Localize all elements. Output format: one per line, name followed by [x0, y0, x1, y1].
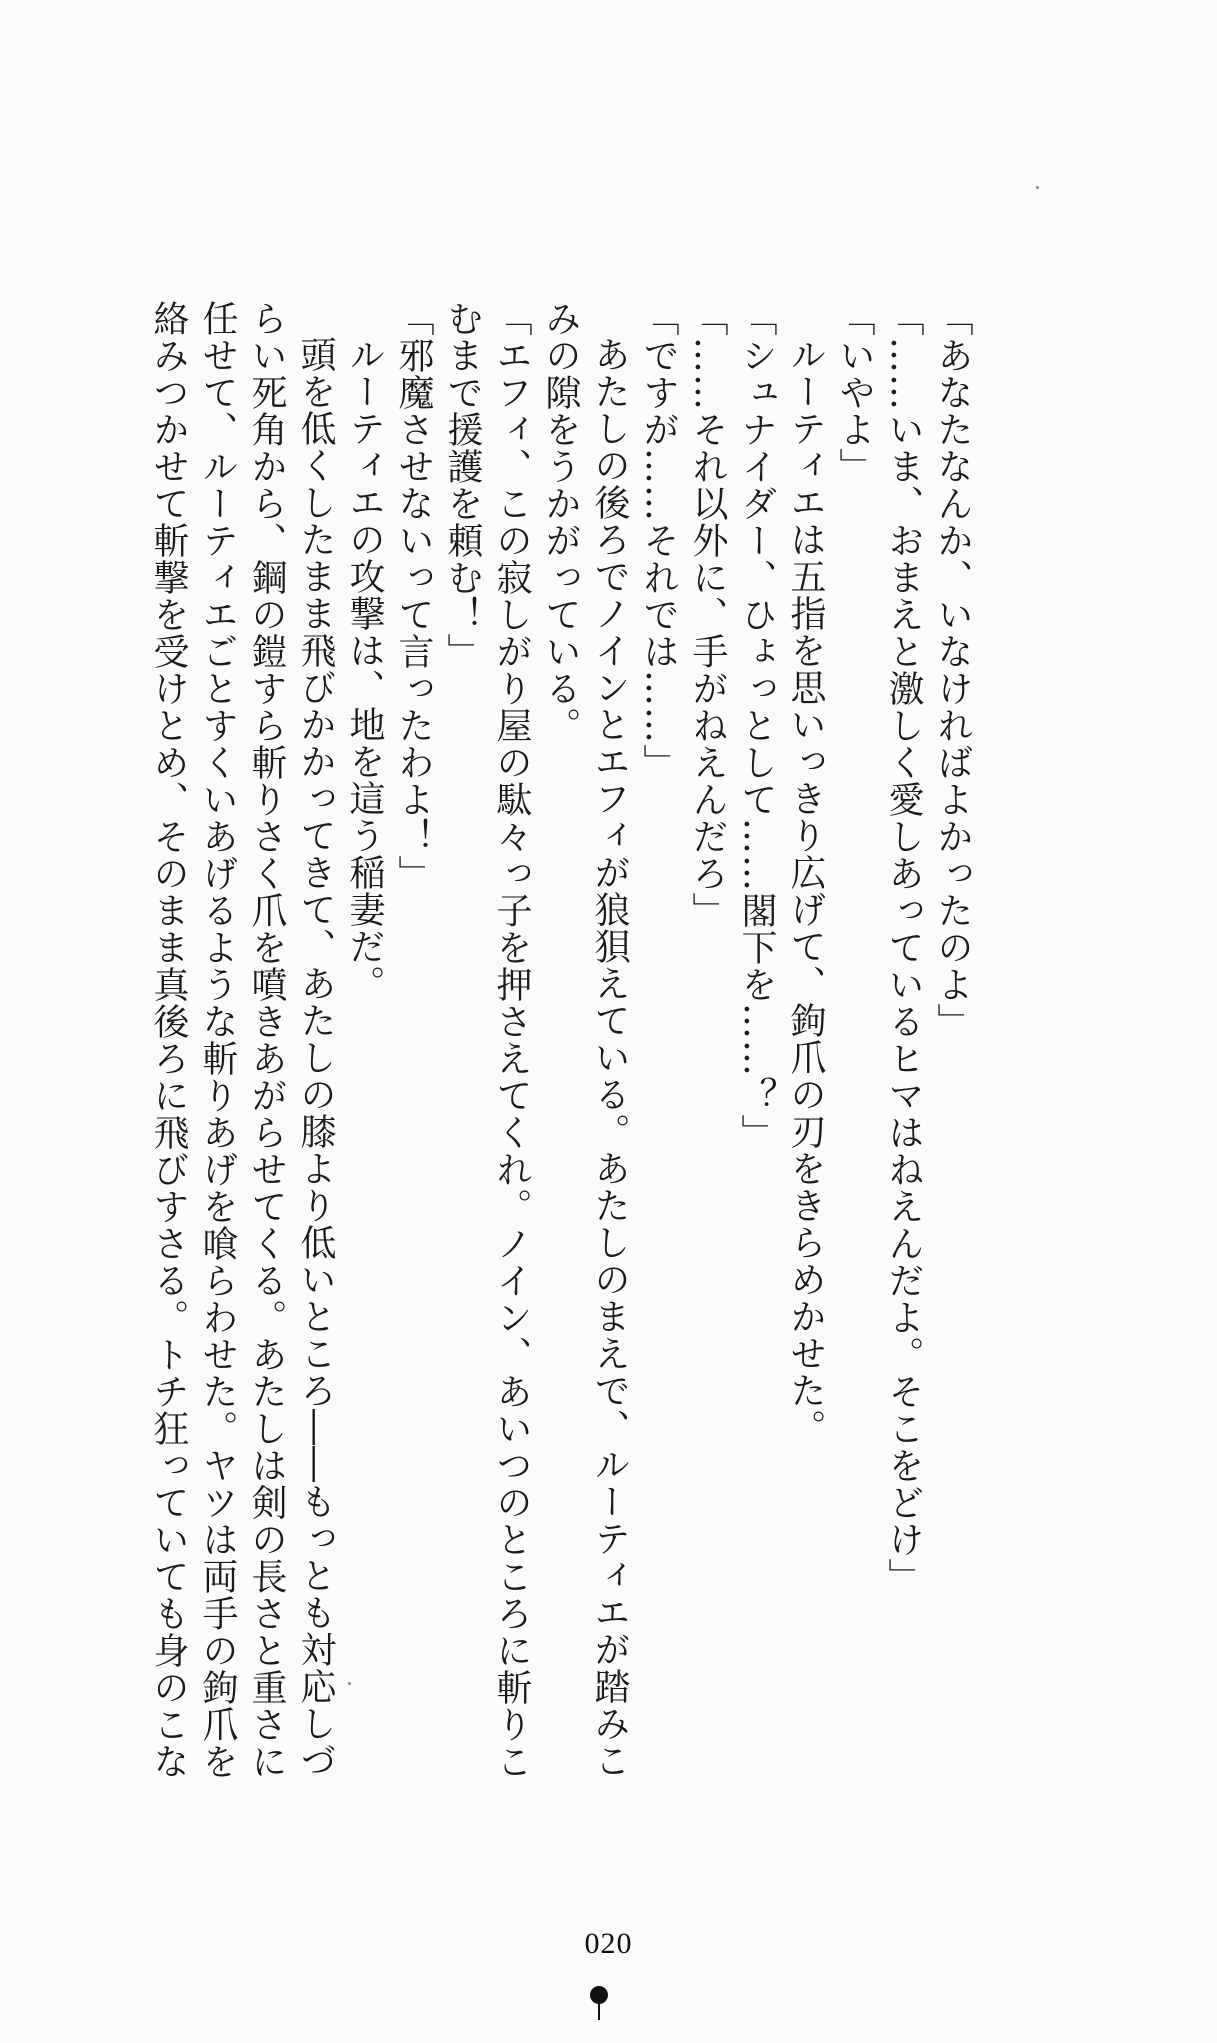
text-line: 「……いま、おまえと激しく愛しあっているヒマはねえんだよ。そこをどけ」 [883, 300, 924, 1595]
text-line: あたしの後ろでノインとエフィが狼狽えている。あたしのまえで、ルーティエが踏みこ [589, 336, 630, 1779]
text-line: 絡みつかせて斬撃を受けとめ、そのまま真後ろに飛びすさる。トチ狂っていても身のこな [148, 300, 189, 1780]
page-marker-stem [598, 2002, 600, 2020]
text-line: らい死角から、鋼の鎧すら斬りさく爪を噴きあがらせてくる。あたしは剣の長さと重さに [246, 300, 287, 1780]
text-line: 「ですが……それでは……」 [638, 300, 679, 781]
text-line: 「……それ以外に、手がねえんだろ」 [687, 300, 728, 929]
text-line: 「シュナイダー、ひょっとして……閣下を……？」 [736, 300, 777, 1151]
text-line: みの隙をうかがっている。 [540, 300, 581, 744]
text-line: ルーティエの攻撃は、地を這う稲妻だ。 [344, 336, 385, 1002]
body-text [144, 300, 977, 1780]
text-line: 「いやよ」 [834, 300, 875, 485]
text-line: 「エフィ、この寂しがり屋の駄々っ子を押さえてくれ。ノイン、あいつのところに斬りこ [491, 300, 532, 1780]
text-line: 「あなたなんか、いなければよかったのよ」 [932, 300, 973, 1040]
text-line: 頭を低くしたまま飛びかかってきて、あたしの膝より低いところ――もっとも対応しづ [295, 336, 336, 1779]
text-line: 「邪魔させないって言ったわよ！」 [393, 300, 434, 892]
text-line: ルーティエは五指を思いっきり広げて、鉤爪の刃をきらめかせた。 [785, 336, 826, 1446]
paper-speck [1036, 186, 1039, 189]
text-line: むまで援護を頼む！」 [442, 300, 483, 670]
page-number: 020 [584, 1927, 633, 1960]
text-line: 任せて、ルーティエごとすくいあげるような斬りあげを喰らわせた。ヤツは両手の鉤爪を [197, 300, 238, 1780]
